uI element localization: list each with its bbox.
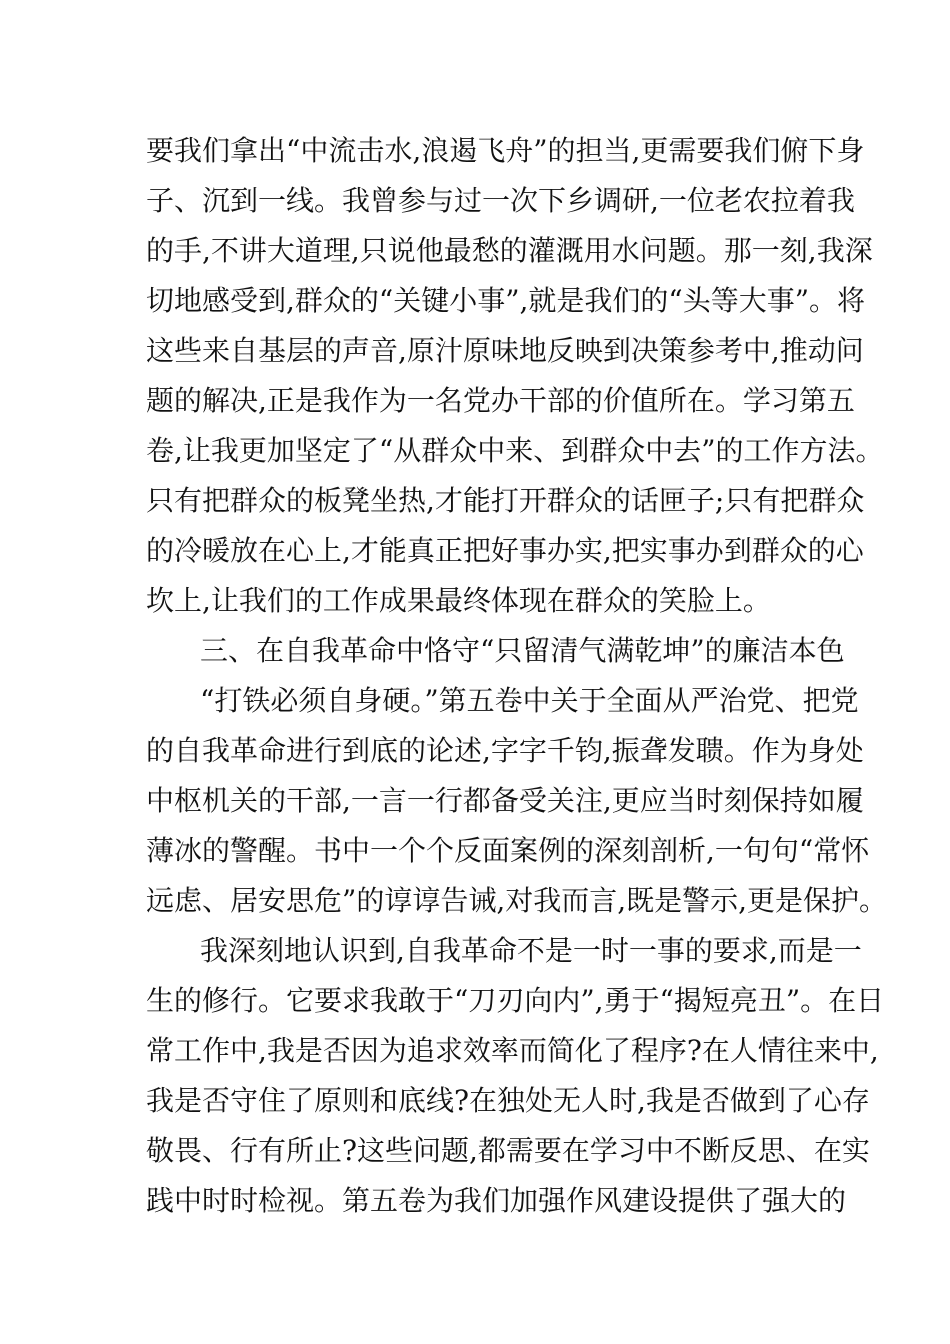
text-line: 生的修行。它要求我敢于“刀刃向内”,勇于“揭短亮丑”。在日 bbox=[146, 984, 885, 1017]
text-line: 常工作中,我是否因为追求效率而简化了程序?在人情往来中, bbox=[146, 1034, 879, 1067]
text-line: 题的解决,正是我作为一名党办干部的价值所在。学习第五 bbox=[146, 384, 855, 417]
paragraph-start: “打铁必须自身硬。”第五卷中关于全面从严治党、把党 bbox=[200, 684, 859, 717]
text-line: 子、沉到一线。我曾参与过一次下乡调研,一位老农拉着我 bbox=[146, 184, 855, 217]
text-line: 践中时时检视。第五卷为我们加强作风建设提供了强大的 bbox=[146, 1184, 847, 1217]
section-heading: 三、在自我革命中恪守“只留清气满乾坤”的廉洁本色 bbox=[200, 634, 845, 667]
text-line: 切地感受到,群众的“关键小事”,就是我们的“头等大事”。将 bbox=[146, 284, 866, 317]
text-line: 这些来自基层的声音,原汁原味地反映到决策参考中,推动问 bbox=[146, 334, 864, 367]
text-line: 的冷暖放在心上,才能真正把好事办实,把实事办到群众的心 bbox=[146, 534, 864, 567]
text-line: 我是否守住了原则和底线?在独处无人时,我是否做到了心存 bbox=[146, 1084, 870, 1117]
paragraph-start: 我深刻地认识到,自我革命不是一时一事的要求,而是一 bbox=[200, 934, 862, 967]
text-line: 要我们拿出“中流击水,浪遏飞舟”的担当,更需要我们俯下身 bbox=[146, 134, 865, 167]
text-line: 远虑、居安思危”的谆谆告诫,对我而言,既是警示,更是保护。 bbox=[146, 884, 888, 917]
text-line: 卷,让我更加坚定了“从群众中来、到群众中去”的工作方法。 bbox=[146, 434, 884, 467]
text-line: 的手,不讲大道理,只说他最愁的灌溉用水问题。那一刻,我深 bbox=[146, 234, 873, 267]
text-line: 的自我革命进行到底的论述,字字千钧,振聋发聩。作为身处 bbox=[146, 734, 864, 767]
text-line: 敬畏、行有所止?这些问题,都需要在学习中不断反思、在实 bbox=[146, 1134, 870, 1167]
text-line: 中枢机关的干部,一言一行都备受关注,更应当时刻保持如履 bbox=[146, 784, 864, 817]
text-line: 薄冰的警醒。书中一个个反面案例的深刻剖析,一句句“常怀 bbox=[146, 834, 870, 867]
text-line: 只有把群众的板凳坐热,才能打开群众的话匣子;只有把群众 bbox=[146, 484, 865, 517]
text-line: 坎上,让我们的工作成果最终体现在群众的笑脸上。 bbox=[146, 584, 771, 617]
